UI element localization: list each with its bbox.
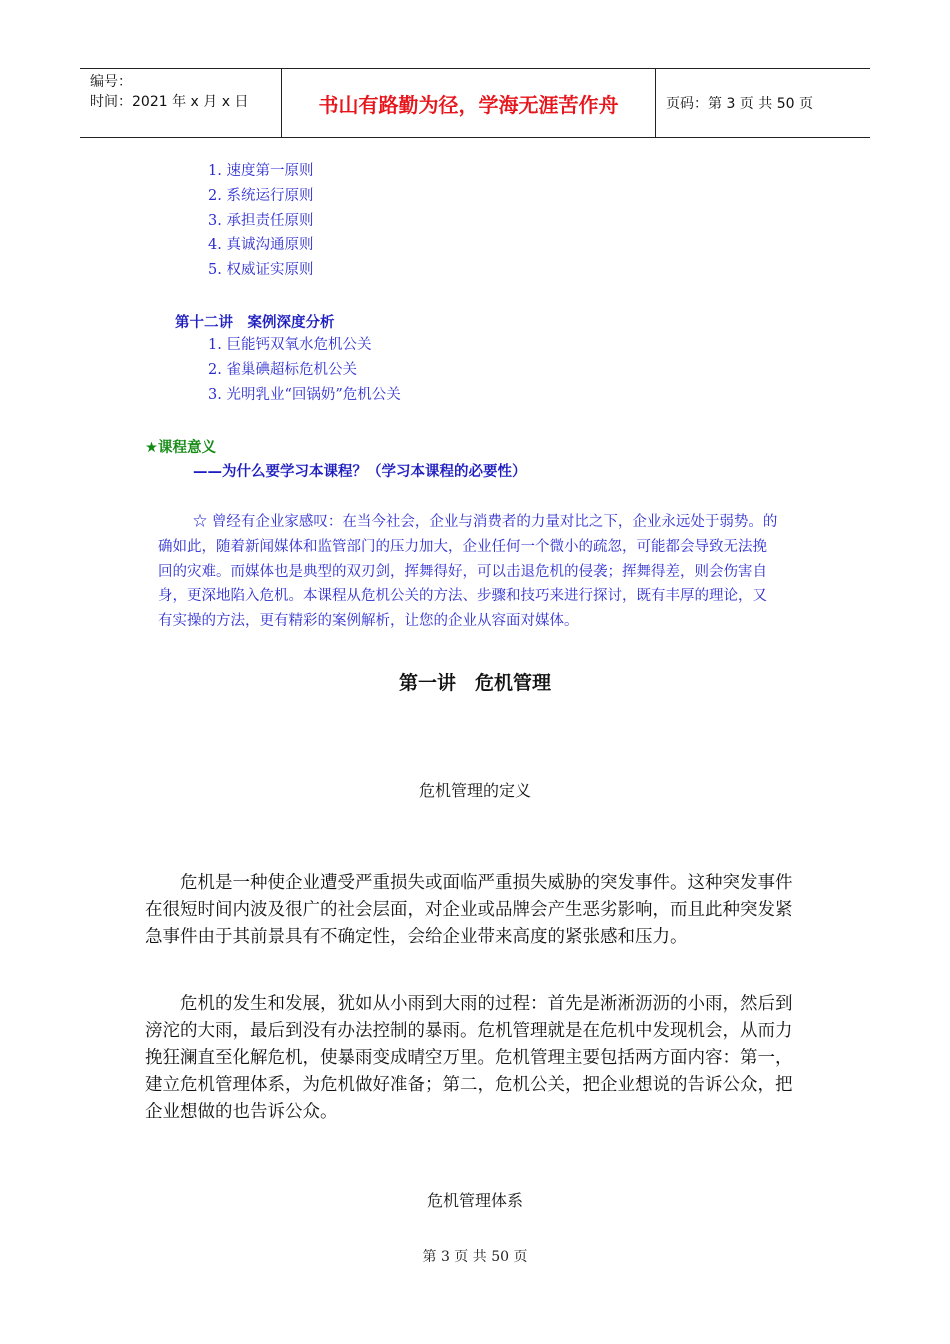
header-meta (80, 69, 282, 137)
list-item: 2. 雀巢碘超标危机公关 (208, 361, 357, 378)
definition-paragraph-1 (145, 870, 795, 951)
list-item: 4. 真诚沟通原则 (208, 237, 314, 254)
paragraph-text: 危机的发生和发展，犹如从小雨到大雨的过程：首先是淅淅沥沥的小雨，然后到滂沱的大雨，最后到没有办法控制的暴雨。危机管理就是在危机中发现机会，从而力挽狂澜直至化解危机，使暴雨变成晴空万里。危机管理主要包括两方面内容：第一，建立危机管理体系，为危机做好准备；第二，危机公关，把企业想说的告诉公众，把企业想做的也告诉公众。 (145, 994, 793, 1122)
list-item: 3. 光明乳业“回锅奶”危机公关 (208, 386, 401, 403)
course-meaning-subtitle: ——为什么要学习本课程？（学习本课程的必要性） (193, 464, 527, 480)
header-page-label: 页码：第 3 页 共 50 页 (666, 96, 813, 112)
course-meaning-paragraph: ☆ 曾经有企业家感叹：在当今社会，企业与消费者的力量对比之下，企业永远处于弱势。的确如此，随着新闻媒体和监管部门的压力加大，企业任何一个微小的疏忽，可能都会导致无法挽回的灾难。而媒体也是典型的双刃剑，挥舞得好，可以击退危机的侵袭；挥舞得差，则会伤害自身，更深地陷入危机。本课程从危机公关的方法、步骤和技巧来进行探讨，既有丰厚的理论，又有实操的方法，更有精彩的案例解析，让您的企业从容面对媒体。 (158, 514, 778, 630)
header-time-label: 时间：2021 年 x 月 x 日 (90, 94, 249, 110)
list-item: 5. 权威证实原则 (208, 262, 314, 279)
list-item: 1. 巨能钙双氧水危机公关 (208, 337, 372, 353)
definition-paragraph-2 (145, 991, 795, 1126)
paragraph-text: 危机是一种使企业遭受严重损失或面临严重损失威胁的突发事件。这种突发事件在很短时间内波及很广的社会层面，对企业或品牌会产生恶劣影响，而且此种突发紧急事件由于其前景具有不确定性，会给企业带来高度的紧张感和压力。 (145, 873, 793, 947)
definition-heading: 危机管理的定义 (418, 781, 531, 800)
list-item: 2. 系统运行原则 (208, 187, 314, 204)
page-header (80, 68, 870, 138)
lecture1-title: 第一讲 危机管理 (398, 672, 551, 694)
course-meaning-title: ★课程意义 (145, 440, 216, 456)
lecture12-title: 第十二讲 案例深度分析 (175, 315, 335, 331)
page-footer: 第 3 页 共 50 页 (422, 1249, 528, 1265)
system-heading: 危机管理体系 (426, 1191, 523, 1210)
lecture12-list (208, 333, 401, 407)
header-motto: 书山有路勤为径，学海无涯苦作舟 (282, 69, 656, 137)
list-item: 1. 速度第一原则 (208, 163, 314, 179)
list-item: 3. 承担责任原则 (208, 212, 314, 229)
header-number-label: 编号： (90, 74, 132, 90)
principles-list (208, 159, 313, 283)
course-meaning-text (158, 510, 778, 634)
